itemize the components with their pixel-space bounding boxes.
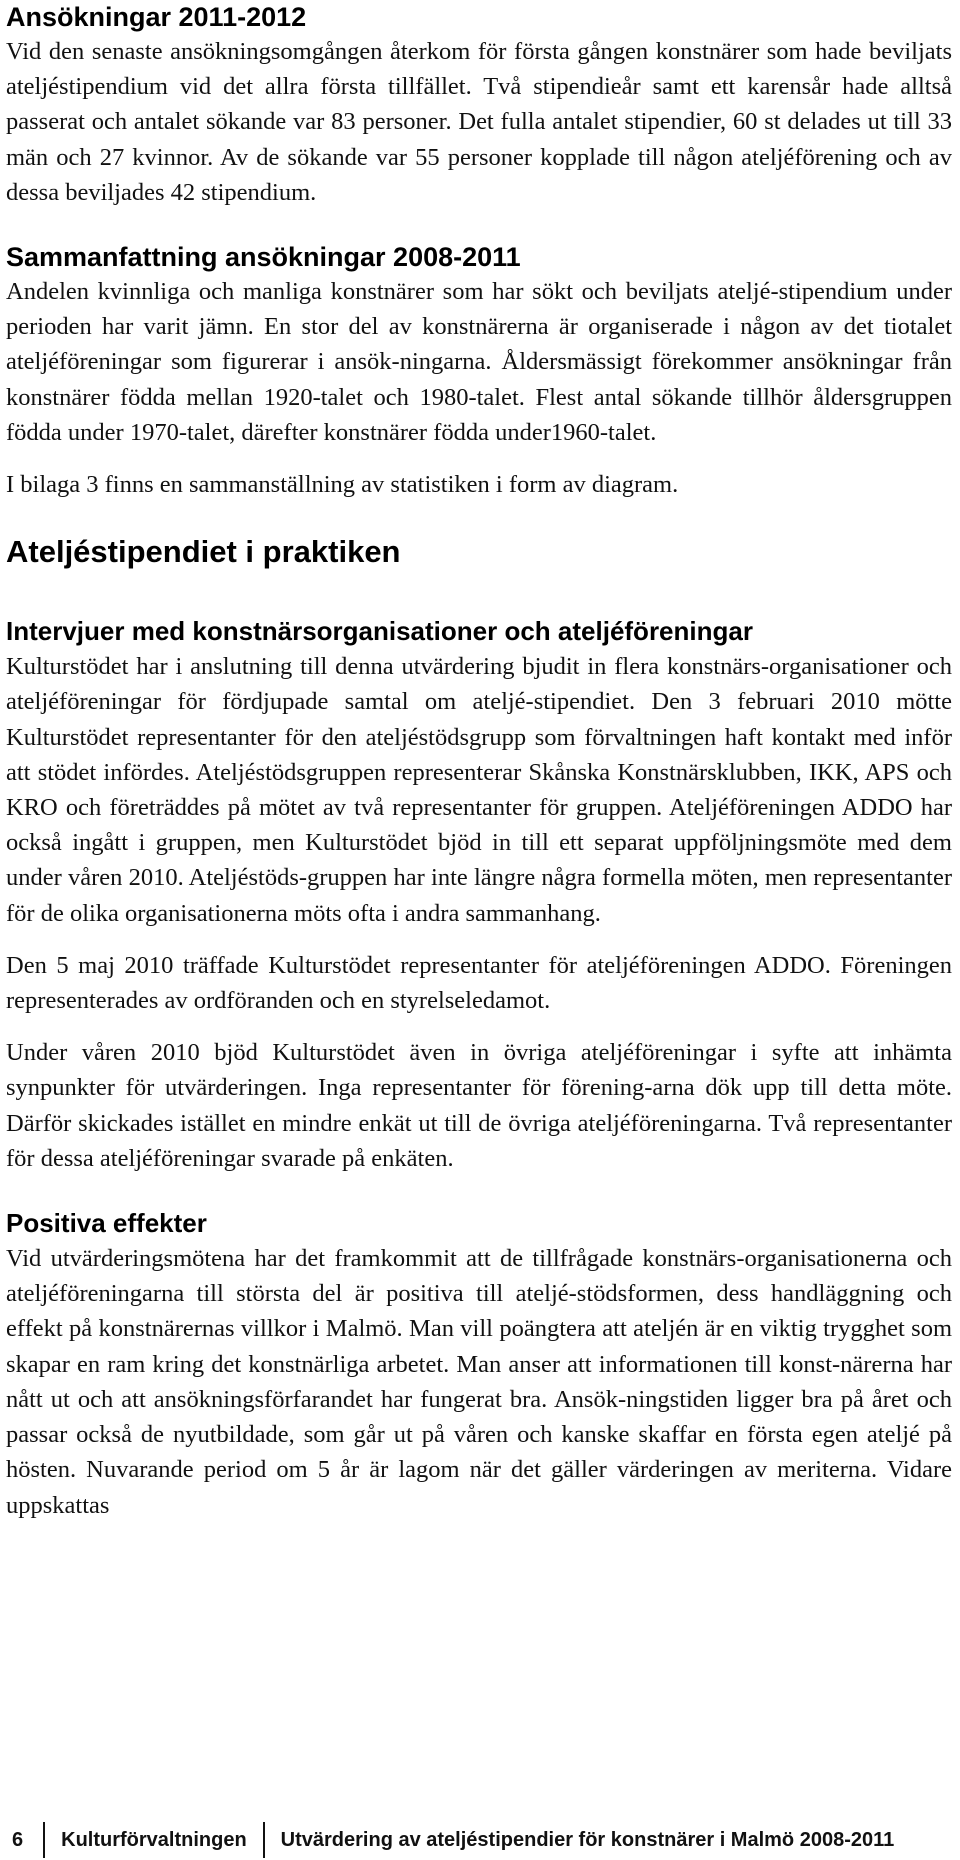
paragraph-intervjuer-3: Under våren 2010 bjöd Kulturstödet även in övriga ateljéföreningar i syfte att inhämta synpunkter för utvärderingen. Inga representanter för förening-arna dök upp till detta möte. Därför skickades istället en mindre enkät ut till de övriga ateljéföreningarna. Två representanter för dessa ateljéföreningar svarade på enkäten. [6,1039,952,1172]
paragraph-sammanfattning: Andelen kvinnliga och manliga konstnärer som har sökt och beviljats ateljé-stipendium under perioden har varit jämn. En stor del av konstnärerna är organiserade i någon av det tiotalet ateljéföreningar som figurerar i ansök-ningarna. Åldersmässigt förekommer ansökningar från konstnärer födda mellan 1920-talet och 1980-talet. Flest antal sökande tillhör åldersgruppen födda under 1970-talet, därefter konstnärer födda under1960-talet. [6,278,952,446]
page-content [6,0,952,1523]
page-footer [6,1820,956,1860]
paragraph-bilaga: I bilaga 3 finns en sammanställning av statistiken i form av diagram. [6,471,679,499]
section-heading-sammanfattning: Sammanfattning ansökningar 2008-2011 [6,242,521,273]
paragraph-ansokningar: Vid den senaste ansökningsomgången återkom för första gången konstnärer som hade beviljats ateljéstipendium vid det allra första tillfället. Två stipendieår samt ett karensår hade alltså passerat och antalet sökande var 83 personer. Det fulla antalet stipendier, 60 st delades ut till 33 män och 27 kvinnor. Av de sökande var 55 personer kopplade till någon ateljéförening och av dessa beviljades 42 stipendium. [6,38,952,206]
footer-divider [263,1822,265,1858]
section-heading-intervjuer: Intervjuer med konstnärsorganisationer och ateljéföreningar [6,616,753,647]
section-heading-ansokningar: Ansökningar 2011-2012 [6,2,307,32]
paragraph-intervjuer-2: Den 5 maj 2010 träffade Kulturstödet representanter för ateljéföreningen ADDO. Föreningen representerades av ordföranden och en styrelseledamot. [6,951,952,1015]
footer-organization: Kulturförvaltningen [61,1828,247,1851]
paragraph-positiva-effekter: Vid utvärderingsmötena har det framkommit att de tillfrågade konstnärs-organisationerna och ateljéföreningarna till största del är positiva till ateljé-stödsformen, dess handläggning och effekt på konstnärernas villkor i Malmö. Man vill poängtera att ateljén är en viktig trygghet som skapar en ram kring det konstnärliga arbetet. Man anser att informationen till konst-närerna har nått ut och att ansökningsförfarandet har fungerat bra. Ansök-ningstiden ligger bra på året och passar också de nyutbildade, som går ut på våren och kanske skaffar en första egen ateljé på hösten. Nuvarande period om 5 år är lagom när det gäller värderingen av meriterna. Vidare uppskattas [6,1245,952,1519]
footer-page-number: 6 [12,1828,24,1851]
footer-divider [43,1822,45,1858]
footer-document-title: Utvärdering av ateljéstipendier för konstnärer i Malmö 2008-2011 [280,1828,895,1851]
section-heading-positiva-effekter: Positiva effekter [6,1208,207,1239]
paragraph-intervjuer-1: Kulturstödet har i anslutning till denna utvärdering bjudit in flera konstnärs-organisationer och ateljéföreningar för fördjupade samtal om ateljé-stipendiet. Den 3 februari 2010 mötte Kulturstödet representanter för den ateljéstödsgrupp som förvaltningen haft kontakt med inför att stödet infördes. Ateljéstödsgruppen representerar Skånska Konstnärsklubben, IKK, APS och KRO och företräddes på mötet av två representanter för gruppen. Ateljéföreningen ADDO har också ingått i gruppen, men Kulturstödet bjöd in till ett separat uppföljningsmöte med dem under våren 2010. Ateljéstöds-gruppen har inte längre några formella möten, men representanter för de olika organisationerna möts ofta i andra sammanhang. [6,653,952,927]
chapter-heading-praktiken: Ateljéstipendiet i praktiken [6,534,401,570]
